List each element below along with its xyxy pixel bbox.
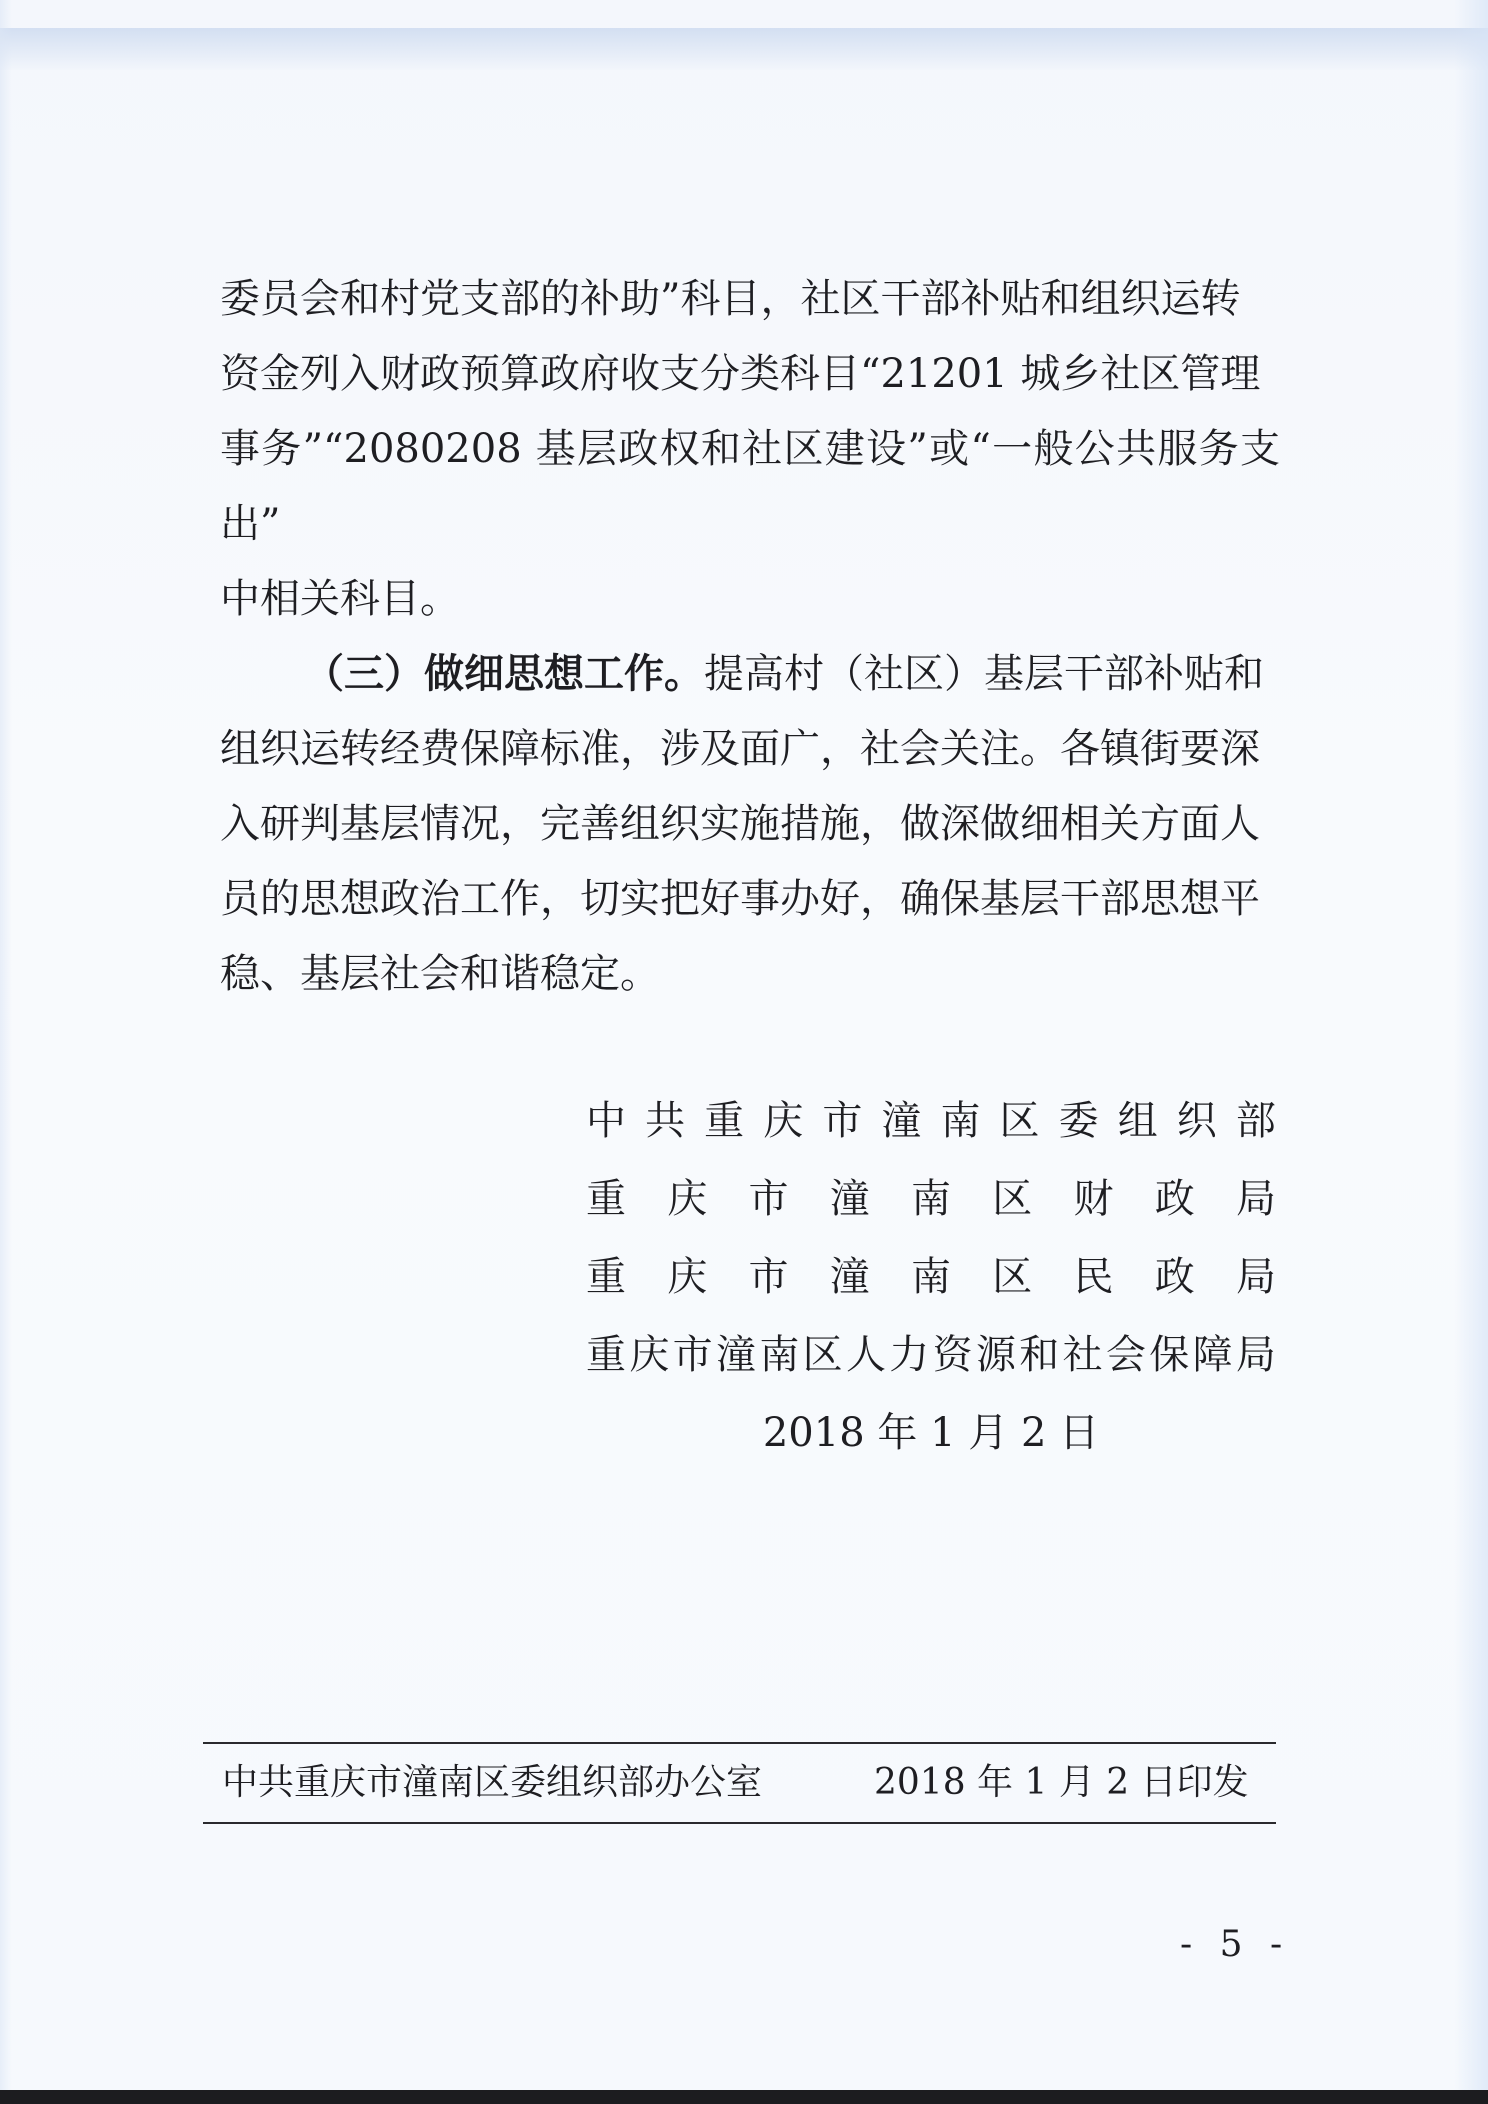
- signatory-char: 中: [586, 1098, 626, 1144]
- signatory-char: 会: [1105, 1332, 1146, 1378]
- document-body: [220, 262, 1280, 1012]
- signatory-char: 局: [1236, 1254, 1276, 1300]
- signatory-char: 重: [586, 1254, 626, 1300]
- text-line: 委员会和村党支部的补助”科目，社区干部补贴和组织运转: [220, 276, 1241, 322]
- paragraph-funding: [220, 262, 1280, 637]
- section-heading: （三）做细思想工作。: [304, 651, 704, 697]
- signatory-char: 政: [1154, 1176, 1195, 1222]
- signatory-civil-affairs-bureau: [586, 1238, 1276, 1316]
- signatory-char: 局: [1236, 1176, 1276, 1222]
- footer-rule-bottom: [203, 1822, 1276, 1824]
- signatory-char: 源: [975, 1332, 1016, 1378]
- signatory-char: 民: [1073, 1254, 1114, 1300]
- signatory-char: 庆: [667, 1254, 708, 1300]
- signatory-char: 潼: [715, 1332, 756, 1378]
- text-line: 中相关科目。: [220, 576, 460, 622]
- signatory-char: 南: [940, 1098, 981, 1144]
- signatory-char: 庆: [629, 1332, 670, 1378]
- signatory-char: 委: [1058, 1098, 1099, 1144]
- footer-issue-date: 2018 年 1 月 2 日印发: [874, 1762, 1249, 1803]
- signatory-char: 组: [1117, 1098, 1158, 1144]
- signature-block: [586, 1082, 1276, 1472]
- signatory-char: 潼: [829, 1176, 870, 1222]
- signatory-char: 人: [845, 1332, 886, 1378]
- text-line: 入研判基层情况，完善组织实施措施，做深做细相关方面人: [220, 801, 1260, 847]
- page-number: - 5 -: [1180, 1924, 1291, 1965]
- signatory-char: 社: [1062, 1332, 1103, 1378]
- signatory-char: 庆: [667, 1176, 708, 1222]
- text-line: 稳、基层社会和谐稳定。: [220, 951, 660, 997]
- signatory-char: 共: [645, 1098, 686, 1144]
- signatory-finance-bureau: [586, 1160, 1276, 1238]
- footer-issuer: 中共重庆市潼南区委组织部办公室: [222, 1762, 763, 1803]
- scan-shadow-left: [0, 0, 12, 2104]
- scan-shadow-right: [1454, 0, 1488, 2104]
- signatory-char: 市: [748, 1254, 789, 1300]
- footer-rule-top: [203, 1742, 1276, 1744]
- signatory-char: 重: [704, 1098, 745, 1144]
- signatory-char: 力: [889, 1332, 930, 1378]
- text-line: 资金列入财政预算政府收支分类科目“21201 城乡社区管理: [220, 351, 1261, 397]
- text-line: 组织运转经费保障标准，涉及面广，社会关注。各镇街要深: [220, 726, 1260, 772]
- signatory-char: 政: [1154, 1254, 1195, 1300]
- text-line: 提高村（社区）基层干部补贴和: [704, 651, 1264, 697]
- signatory-char: 重: [586, 1332, 626, 1378]
- signatory-char: 织: [1176, 1098, 1217, 1144]
- signatory-char: 南: [759, 1332, 800, 1378]
- signatory-char: 区: [992, 1254, 1033, 1300]
- signatory-char: 资: [932, 1332, 973, 1378]
- signatory-char: 南: [911, 1254, 951, 1300]
- signatory-char: 市: [822, 1098, 863, 1144]
- signatory-char: 财: [1073, 1176, 1114, 1222]
- signatory-char: 市: [672, 1332, 713, 1378]
- signatory-char: 保: [1149, 1332, 1190, 1378]
- signatory-char: 部: [1235, 1098, 1276, 1144]
- scan-shadow-top: [0, 28, 1488, 70]
- signatory-char: 区: [992, 1176, 1033, 1222]
- signatory-char: 区: [999, 1098, 1040, 1144]
- signatory-org-department: [586, 1082, 1276, 1160]
- signatory-char: 局: [1235, 1332, 1276, 1378]
- scan-bottom-edge: [0, 2090, 1488, 2104]
- signatory-char: 区: [802, 1332, 843, 1378]
- text-line: 员的思想政治工作，切实把好事办好，确保基层干部思想平: [220, 876, 1260, 922]
- signatory-char: 南: [911, 1176, 951, 1222]
- signatory-hr-social-security-bureau: [586, 1316, 1276, 1394]
- signatory-char: 庆: [763, 1098, 804, 1144]
- text-line: 事务”“2080208 基层政权和社区建设”或“一般公共服务支出”: [220, 426, 1280, 547]
- paragraph-ideological-work: [220, 637, 1280, 1012]
- signatory-char: 障: [1192, 1332, 1233, 1378]
- document-date: 2018 年 1 月 2 日: [762, 1410, 1100, 1456]
- signatory-char: 市: [748, 1176, 789, 1222]
- signatory-char: 潼: [881, 1098, 922, 1144]
- signatory-char: 重: [586, 1176, 626, 1222]
- signatory-char: 和: [1019, 1332, 1060, 1378]
- signatory-char: 潼: [829, 1254, 870, 1300]
